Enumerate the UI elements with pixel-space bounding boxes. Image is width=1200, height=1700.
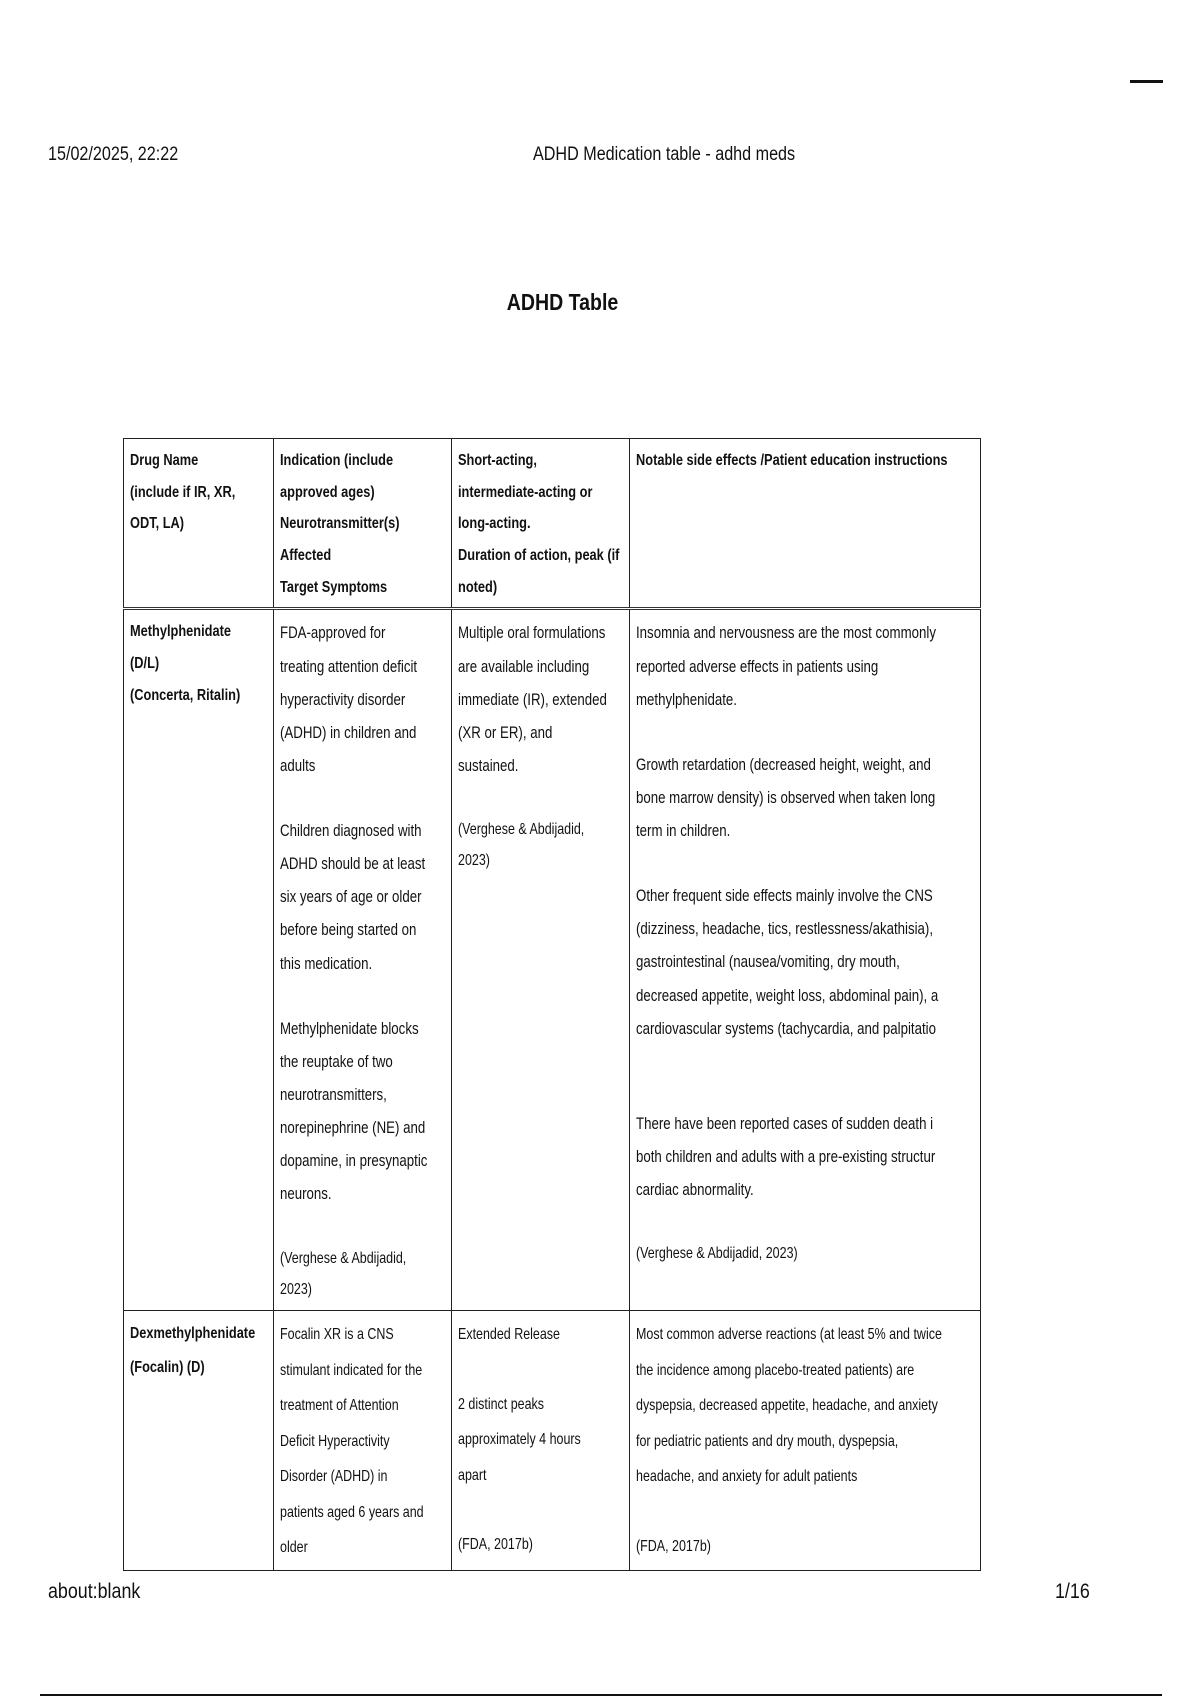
table-row: [124, 609, 981, 1311]
page-number: 1/16: [1055, 1580, 1090, 1603]
col-header-duration: Short-acting, intermediate-acting or long-acting. Duration of action, peak (if noted): [452, 439, 630, 609]
cell-drug-methylphenidate: Methylphenidate (D/L) (Concerta, Ritalin): [124, 609, 274, 1311]
adhd-medication-table: [123, 438, 981, 1571]
print-doc-title: ADHD Medication table - adhd meds: [533, 144, 796, 165]
cell-indication-methylphenidate: FDA-approved for treating attention deficit hyperactivity disorder (ADHD) in children and adults Children diagnosed with ADHD should be at least six years of age or older before being started on this medication. Methylphenidate blocks the reuptake of two neurotransmitters, norepinephrine (NE) and dopamine, in presynaptic neurons. (Verghese & Abdijadid, 2023): [274, 609, 452, 1311]
cell-side-effects-dexmethylphenidate: Most common adverse reactions (at least 5% and twice the incidence among placebo-treated patients) are dyspepsia, decreased appetite, headache, and anxiety for pediatric patients and dry mouth, dyspepsia, headache, and anxiety for adult patients (FDA, 2017b): [630, 1311, 981, 1571]
table-header-row: [124, 439, 981, 609]
print-datetime: 15/02/2025, 22:22: [48, 144, 179, 165]
cell-drug-dexmethylphenidate: Dexmethylphenidate (Focalin) (D): [124, 1311, 274, 1571]
cell-side-effects-methylphenidate: Insomnia and nervousness are the most commonly reported adverse effects in patients using methylphenidate. Growth retardation (decreased height, weight, and bone marrow density) is observed when taken long term in children. Other frequent side effects mainly involve the CNS (dizziness, headache, tics, restlessness/akathisia), gastrointestinal (nausea/vomiting, dry mouth, decreased appetite, weight loss, abdominal pain), a cardiovascular systems (tachycardia, and palpitatio There have been reported cases of sudden death i both children and adults with a pre-existing structur cardiac abnormality. (Verghese & Abdijadid, 2023): [630, 609, 981, 1311]
cell-duration-dexmethylphenidate: Extended Release 2 distinct peaks approximately 4 hours apart (FDA, 2017b): [452, 1311, 630, 1571]
cell-duration-methylphenidate: Multiple oral formulations are available including immediate (IR), extended (XR or ER), and sustained. (Verghese & Abdijadid, 2023): [452, 609, 630, 1311]
table-row: [124, 1311, 981, 1571]
print-url: about:blank: [48, 1580, 141, 1603]
col-header-indication: Indication (include approved ages) Neurotransmitter(s) Affected Target Symptoms: [274, 439, 452, 609]
cell-indication-dexmethylphenidate: Focalin XR is a CNS stimulant indicated for the treatment of Attention Deficit Hyperactivity Disorder (ADHD) in patients aged 6 years and older: [274, 1311, 452, 1571]
page-title: ADHD Table: [506, 289, 619, 315]
page-bottom-rule: [40, 1694, 1162, 1696]
col-header-drug-name: Drug Name (include if IR, XR, ODT, LA): [124, 439, 274, 609]
window-minimize-dash: [1130, 80, 1163, 83]
col-header-side-effects: Notable side effects /Patient education instructions: [630, 439, 981, 609]
